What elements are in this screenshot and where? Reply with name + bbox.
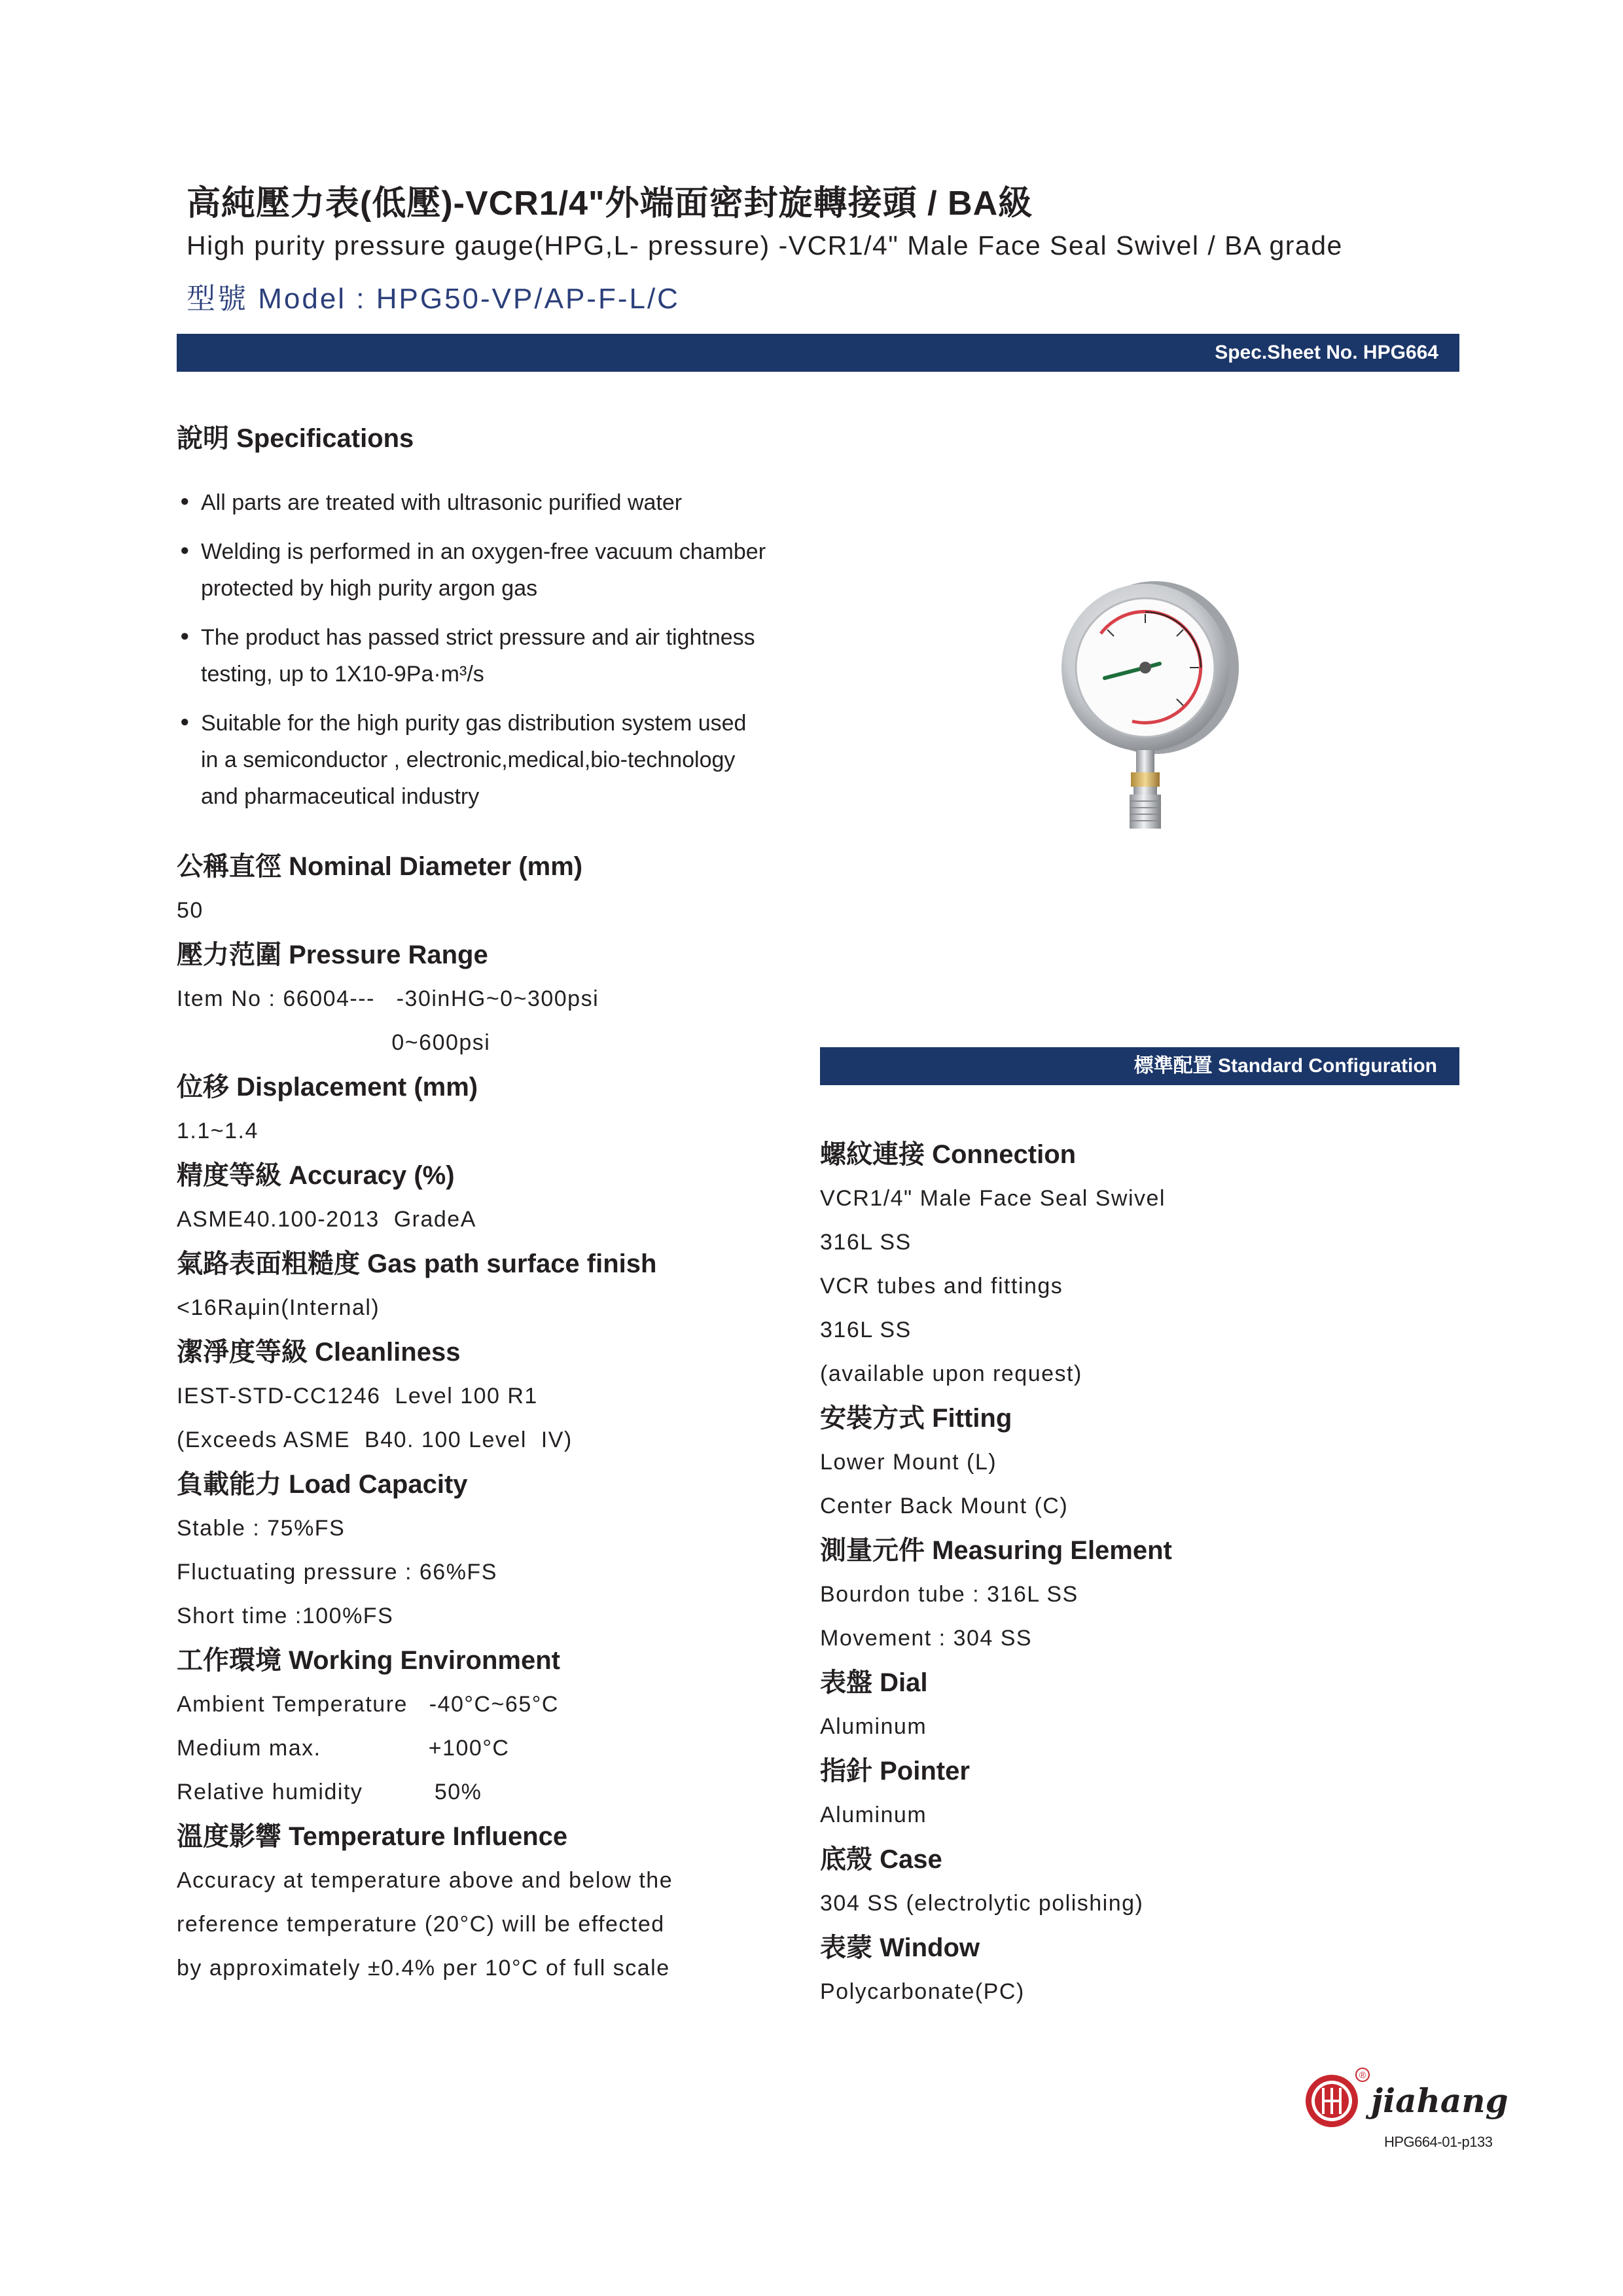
section-line: Movement : 304 SS (820, 1626, 1033, 1651)
section-line: IEST-STD-CC1246 Level 100 R1 (177, 1384, 538, 1408)
page-title-cn: 高純壓力表(低壓)-VCR1/4"外端面密封旋轉接頭 / BA級 (187, 185, 1033, 223)
section-title: 精度等級 Accuracy (%) (177, 1161, 455, 1190)
section-line: Aluminum (820, 1803, 927, 1827)
section-title: 指針 Pointer (820, 1757, 970, 1785)
section-line: Center Back Mount (C) (820, 1494, 1069, 1518)
spec-bullet: ● All parts are treated with ultrasonic purified water (180, 484, 769, 521)
spec-bullet: ● Welding is performed in an oxygen-free vacuum chamber protected by high purity argon gas (180, 533, 769, 607)
section-line: 304 SS (electrolytic polishing) (820, 1891, 1144, 1916)
section-line: 316L SS (820, 1318, 912, 1342)
registered-mark: ® (1359, 2070, 1366, 2080)
spec-bullet: ● The product has passed strict pressure and air tightness testing, up to 1X10-9Pa·m³/s (180, 619, 769, 692)
section-title: 螺紋連接 Connection (820, 1140, 1077, 1169)
section-line: ASME40.100-2013 GradeA (177, 1207, 476, 1232)
section-line: (Exceeds ASME B40. 100 Level IV) (177, 1427, 573, 1452)
section-title: 負載能力 Load Capacity (177, 1470, 468, 1499)
section-title: 位移 Displacement (mm) (177, 1073, 478, 1102)
section-title: 底殼 Case (820, 1845, 942, 1874)
section-line: (available upon request) (820, 1361, 1082, 1386)
page-title-en: High purity pressure gauge(HPG,L- pressure) -VCR1/4" Male Face Seal Swivel / BA grade (187, 230, 1343, 260)
section-title: 潔淨度等級 Cleanliness (177, 1338, 461, 1367)
section-line: VCR tubes and fittings (820, 1274, 1063, 1299)
pressure-gauge-photo (1047, 563, 1243, 838)
section-line: Lower Mount (L) (820, 1450, 997, 1475)
section-line: Item No : 66004--- -30inHG~0~300psi (177, 986, 599, 1011)
section-line: reference temperature (20°C) will be effected (177, 1912, 665, 1937)
section-line: Aluminum (820, 1714, 927, 1739)
section-line: Fluctuating pressure : 66%FS (177, 1560, 497, 1585)
specifications-heading: 說明 Specifications (177, 424, 414, 453)
spec-bullet: ● Suitable for the high purity gas distribution system used in a semiconductor , electronic,medical,bio-technology and pharmaceutical industry (180, 705, 769, 815)
section-line: 50 (177, 898, 204, 923)
brand-wordmark: jiahang (1371, 2081, 1508, 2120)
section-line: 0~600psi (177, 1030, 491, 1055)
section-line: Short time :100%FS (177, 1604, 394, 1628)
section-line: Medium max. +100°C (177, 1736, 510, 1761)
standard-config-bar: 標準配置 Standard Configuration (820, 1047, 1459, 1085)
section-line: Ambient Temperature -40°C~65°C (177, 1692, 559, 1717)
section-line: 1.1~1.4 (177, 1119, 259, 1143)
section-title: 壓力范圍 Pressure Range (177, 941, 488, 969)
section-title: 公稱直徑 Nominal Diameter (mm) (177, 852, 583, 881)
section-title: 氣路表面粗糙度 Gas path surface finish (177, 1249, 657, 1278)
right-spec-column (820, 1132, 1448, 2014)
section-line: by approximately ±0.4% per 10°C of full scale (177, 1956, 670, 1981)
section-line: Polycarbonate(PC) (820, 1979, 1025, 2004)
section-title: 安裝方式 Fitting (820, 1404, 1012, 1433)
document-code: HPG664-01-p133 (1384, 2134, 1493, 2150)
specifications-list (180, 484, 769, 827)
section-line: Stable : 75%FS (177, 1516, 346, 1541)
section-title: 表盤 Dial (820, 1668, 928, 1697)
section-title: 工作環境 Working Environment (177, 1646, 560, 1675)
section-line: <16Raμin(Internal) (177, 1295, 380, 1320)
section-title: 溫度影響 Temperature Influence (177, 1822, 568, 1851)
section-line: Bourdon tube : 316L SS (820, 1582, 1079, 1607)
section-line: Relative humidity 50% (177, 1780, 482, 1804)
spec-sheet-bar: Spec.Sheet No. HPG664 (177, 334, 1459, 372)
section-title: 表蒙 Window (820, 1933, 980, 1962)
section-title: 測量元件 Measuring Element (820, 1536, 1172, 1565)
left-spec-column (177, 844, 805, 1990)
section-line: 316L SS (820, 1230, 912, 1255)
section-line: VCR1/4" Male Face Seal Swivel (820, 1186, 1166, 1211)
model-number: 型號 Model : HPG50-VP/AP-F-L/C (187, 283, 680, 315)
section-line: Accuracy at temperature above and below the (177, 1868, 673, 1893)
